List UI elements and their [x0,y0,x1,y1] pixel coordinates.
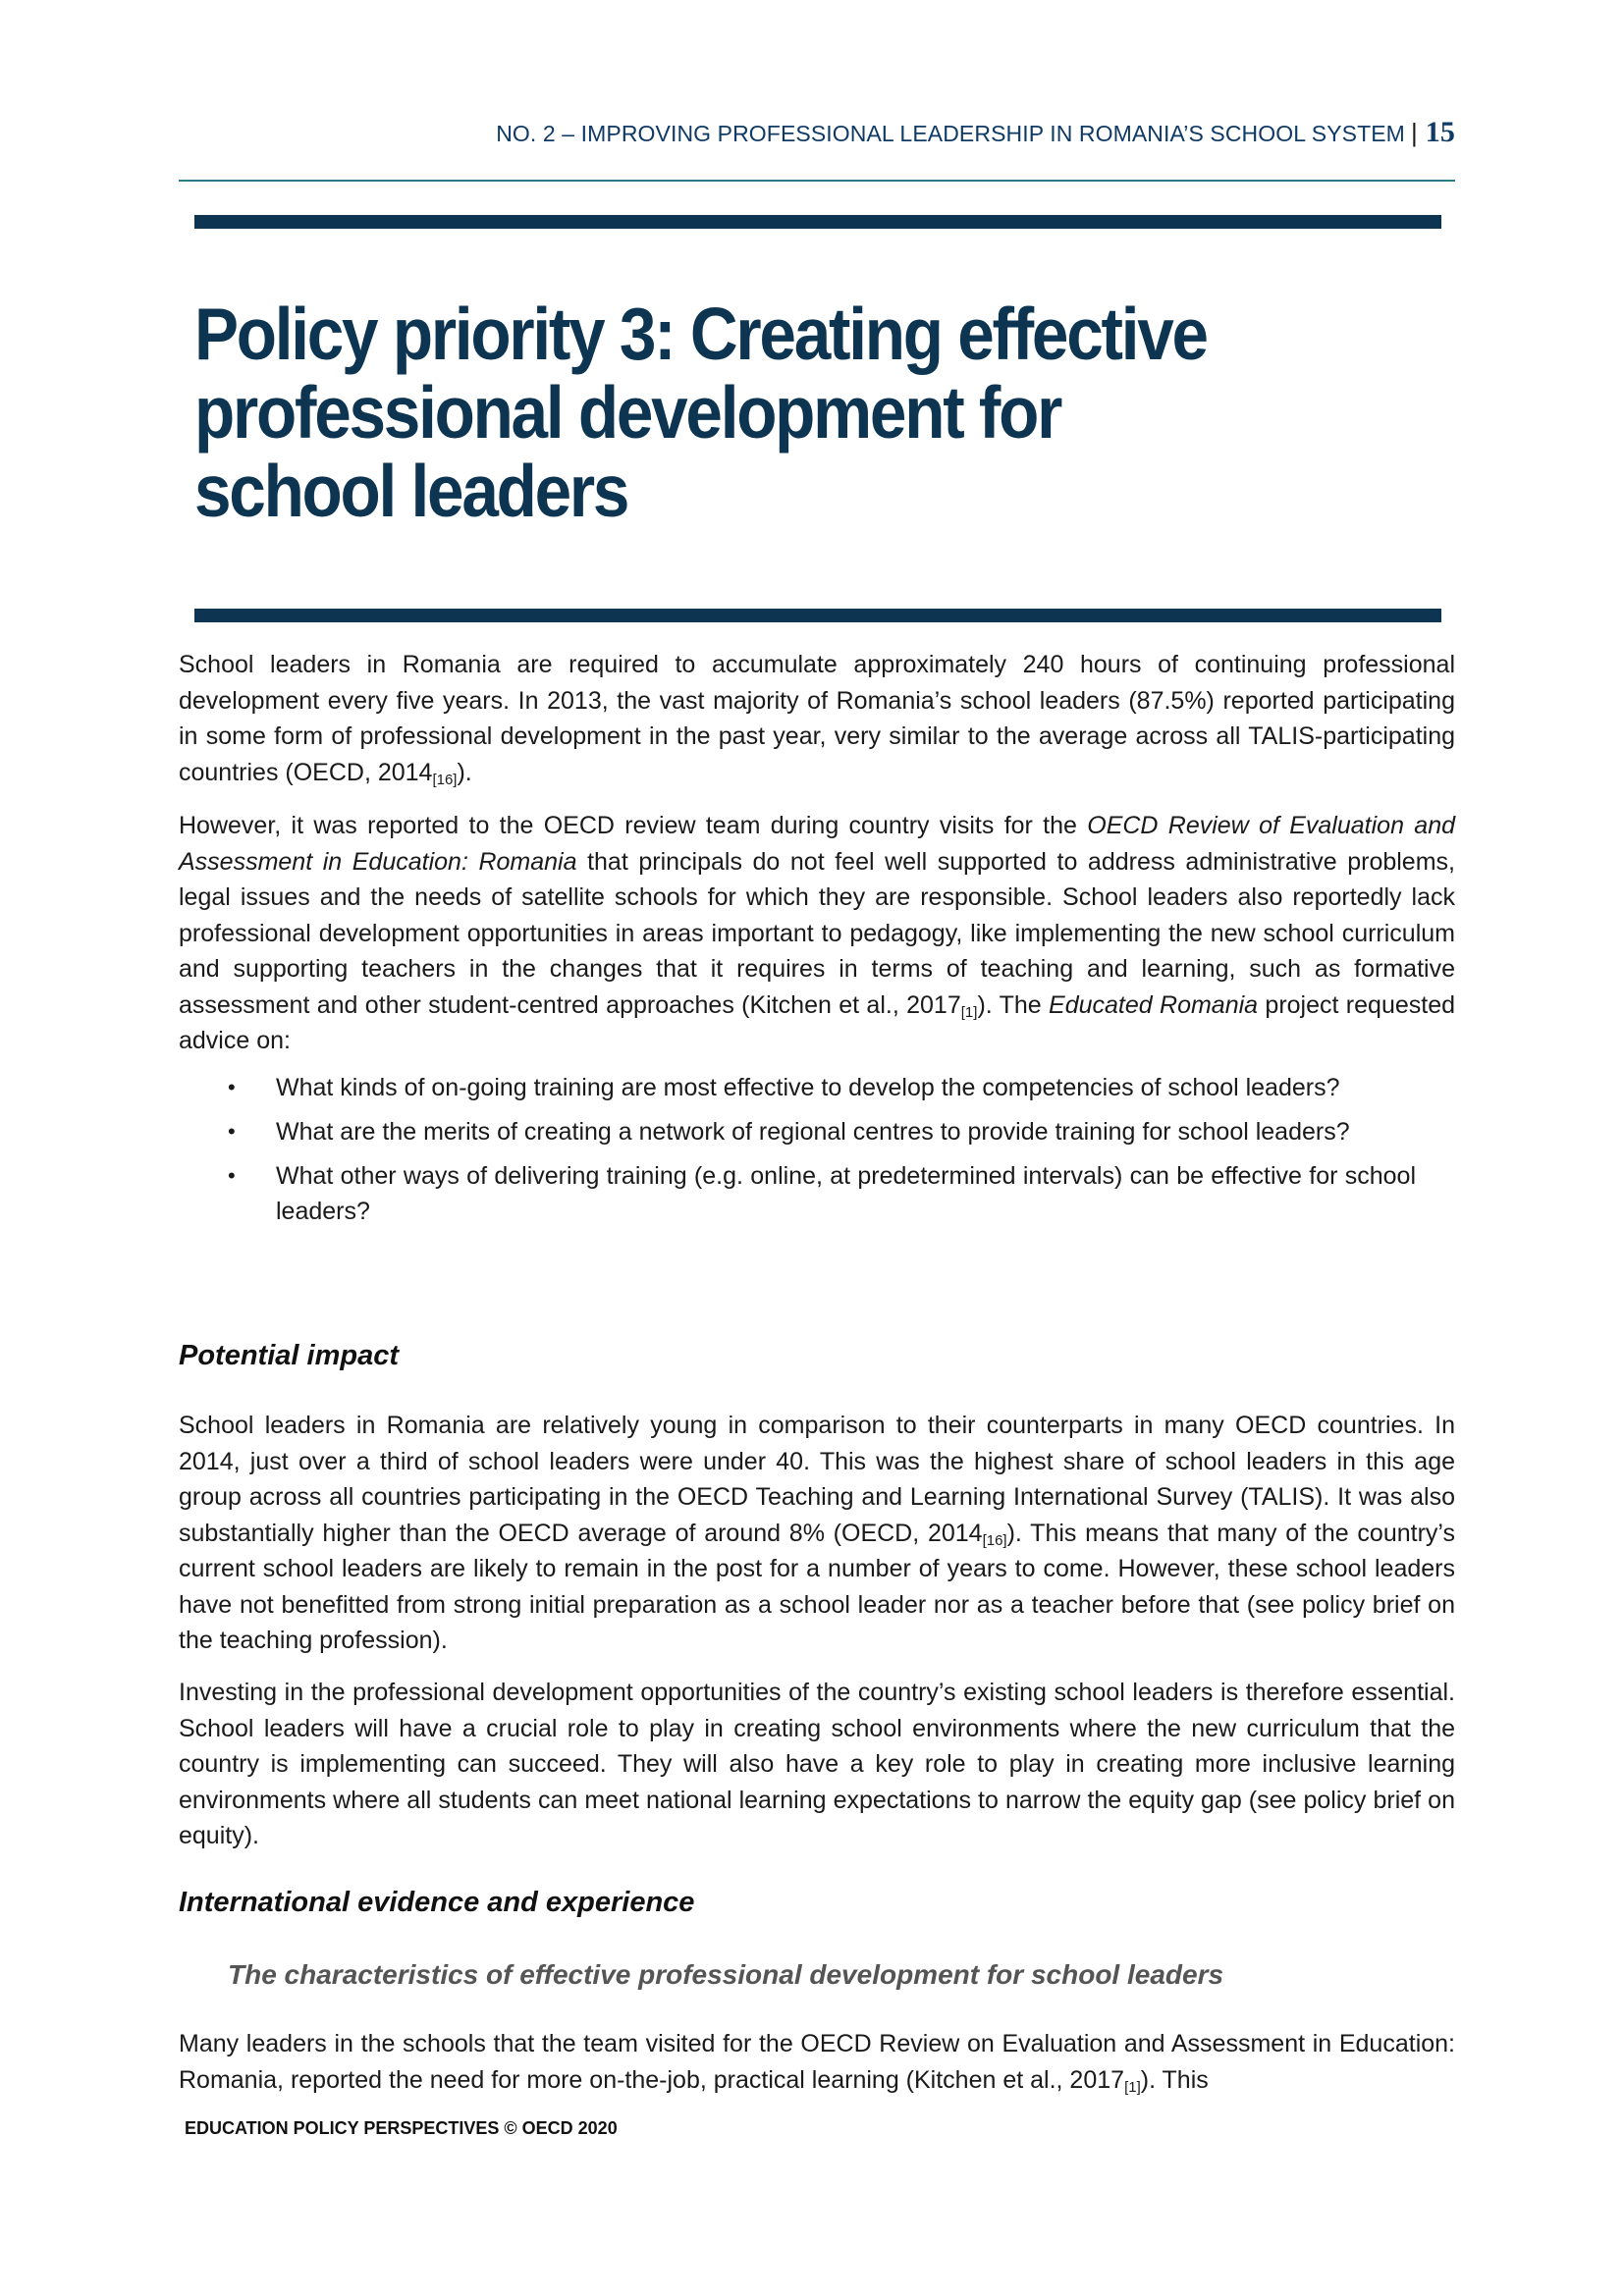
bullet-icon: • [228,1119,236,1144]
bullet-icon: • [228,1075,236,1099]
citation-ref: [1] [1124,2078,1141,2096]
heading-potential-impact: Potential impact [179,1340,399,1371]
page-footer: EDUCATION POLICY PERSPECTIVES © OECD 2020 [185,2118,618,2138]
citation-ref: [16] [432,771,458,788]
title-top-bar [194,215,1441,229]
heading-international-evidence: International evidence and experience [179,1887,695,1918]
citation-ref: [1] [960,1003,978,1021]
header-rule [179,180,1455,182]
paragraph-intro: School leaders in Romania are required to accumulate approximately 240 hours of continuing professional development every five years. In 2013, the vast majority of Romania’s school leaders (87.5%) reported participating in some form of professional development in the past year, very similar to the average across all TALIS-participating countries (OECD, $2014_{[16]}$). [179,651,1455,788]
bullet-icon: • [228,1163,236,1188]
header-separator: | [1410,118,1418,147]
list-item: • What other ways of delivering training (e.g. online, at predetermined intervals) can be effective for school leaders? [179,1158,1416,1229]
paragraph-investing: Investing in the professional development opportunities of the country’s existing school leaders is therefore essential. School leaders will have a crucial role to play in creating school environments where the new curriculum that the country is implementing can succeed. They will also have a key role to play in creating more inclusive learning environments where all students can meet national learning expectations to narrow the equity gap (see policy brief on equity). [179,1679,1455,1849]
page-title: Policy priority 3: Creating effective professional development for school leaders [194,293,1207,532]
paragraph-impact: School leaders in Romania are relatively young in comparison to their counterparts in many OECD countries. In 2014, just over a third of school leaders were under 40. This was the highest share of school leaders in this age group across all countries participating in the OECD Teaching and Learning International Survey (TALIS). It was also substantially higher than the OECD average of around 8% (OECD, $2014_{[16]}$). This means that many of the country’s current school leaders are likely to remain in the post for a number of years to come. However, these school leaders have not benefitted from strong initial preparation as a school leader nor as a teacher before that (see policy brief on the teaching profession). [179,1412,1455,1654]
list-item: • What are the merits of creating a network of regional centres to provide training for school leaders? [179,1114,1416,1149]
running-header [179,116,1455,149]
paragraph-leaders: Many leaders in the schools that the team visited for the OECD Review on Evaluation and Assessment in Education: Romania, reported the need for more on-the-job, practical learning (Kitchen et al., $2017_{[1]}$). This [179,2030,1455,2096]
subheading-characteristics: The characteristics of effective professional development for school leaders [228,1959,1224,1990]
advice-questions-list [179,1070,1416,1238]
title-bottom-bar [194,609,1441,622]
list-item: • What kinds of on-going training are most effective to develop the competencies of school leaders? [179,1070,1416,1105]
page-number: 15 [1425,116,1455,148]
citation-ref: [16] [982,1531,1007,1549]
paragraph-review: However, it was reported to the OECD review team during country visits for the OECD Review of Evaluation and Assessment in Education: Romania that principals do not feel well supported to address administrative problems, legal issues and the needs of satellite schools for which they are responsible. School leaders also reportedly lack professional development opportunities in areas important to pedagogy, like implementing the new school curriculum and supporting teachers in the changes that it requires in terms of teaching and learning, such as formative assessment and other student-centred approaches (Kitchen et al., $2017_{[1]}$). The Educated Romania project requested advice on: [179,812,1456,1054]
running-title: NO. 2 – IMPROVING PROFESSIONAL LEADERSHIP IN ROMANIA’S SCHOOL SYSTEM [496,121,1405,146]
